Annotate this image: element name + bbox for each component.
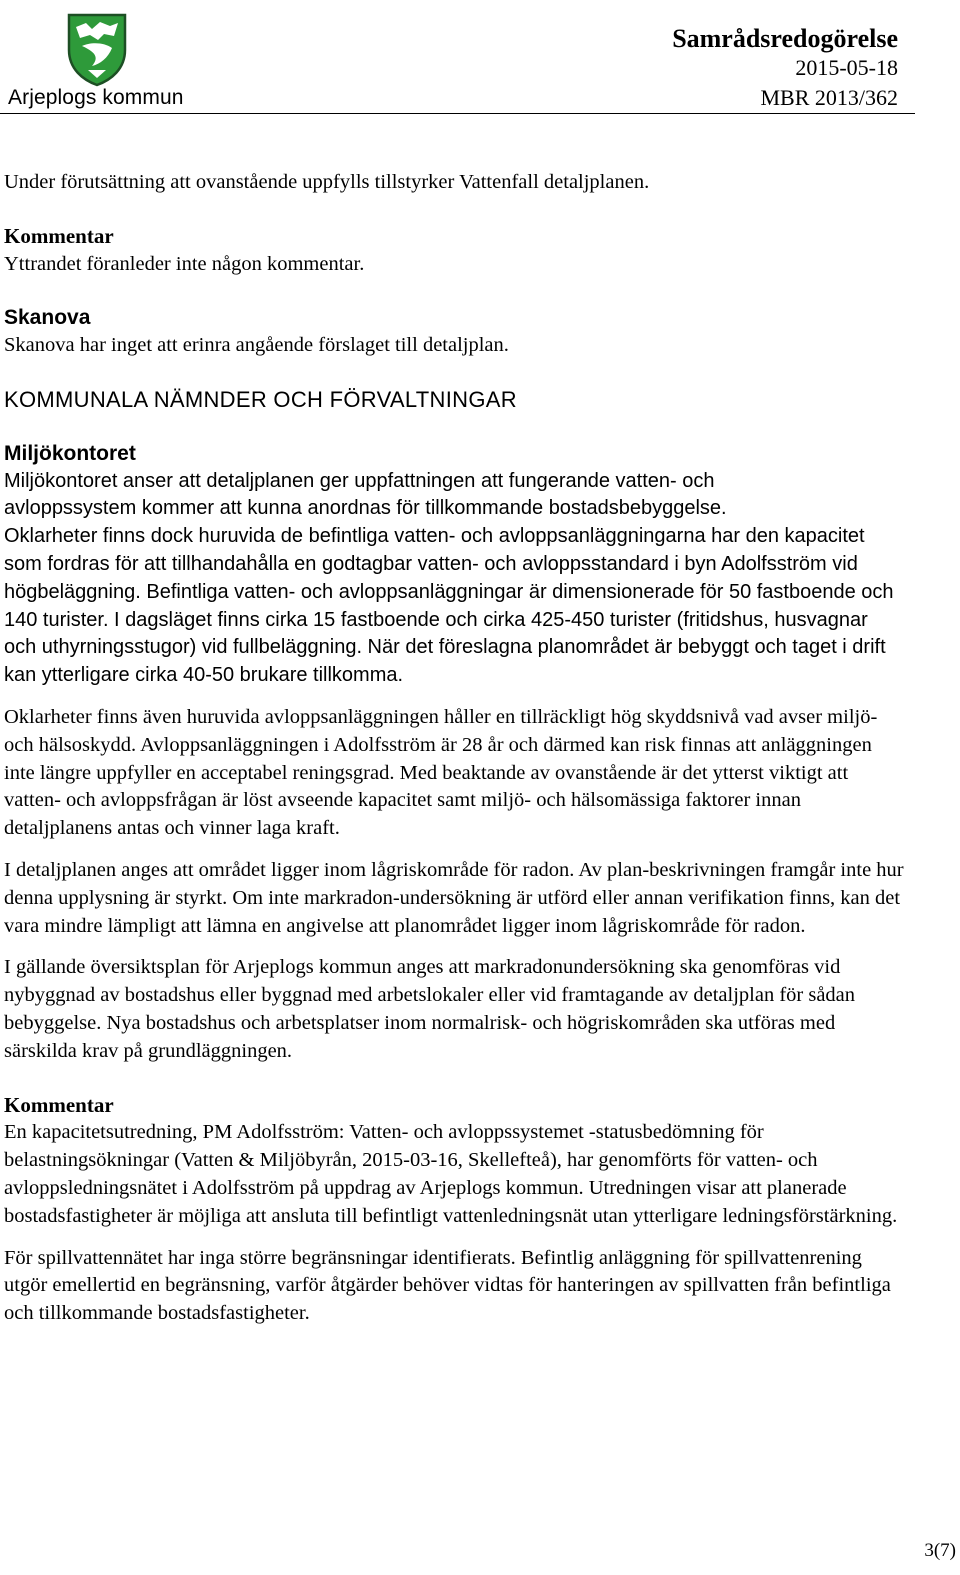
document-reference: MBR 2013/362 — [760, 85, 898, 110]
kommentar-heading: Kommentar — [4, 1092, 114, 1117]
kommentar-heading: Kommentar — [4, 223, 114, 248]
miljokontoret-paragraph: Oklarheter finns även huruvida avloppsanläggningen håller en tillräckligt hög skyddsnivå vad avser miljö- och hälsoskydd. Avloppsanläggningen i Adolfsström är 28 år och därmed kan risk finnas att anläggningen inte längre uppfyller en acceptabel reningsgrad. Med beaktande av ovanstående är det ytterst viktigt att vatten- och avloppsfrågan är löst avseende kapacitet samt miljö- och hälsomässiga faktorer innan detaljplanens antas och vinner laga kraft. — [4, 705, 878, 840]
kommentar-paragraph: En kapacitetsutredning, PM Adolfsström: Vatten- och avloppssystemet -statusbedömning för belastningsökningar (Vatten & Miljöbyrån, 2015-03-16, Skellefteå), har genomförts för vatten- och avloppsledningsnätet i Adolfsström på uppdrag av Arjeplogs kommun. Utredningen visar att planerade bostadsfastigheter är möjliga att ansluta till befintligt vattenledningsnät utan ytterligare ledningsförstärkning. — [4, 1121, 898, 1227]
document-date: 2015-05-18 — [795, 55, 898, 80]
document-body — [4, 169, 904, 1328]
kommentar-paragraph: För spillvattennätet har inga större begränsningar identifierats. Befintlig anläggning för spillvattenrening utgör emellertid en begränsning, varför åtgärder behöver vidtas för hanteringen av spillvatten från befintliga och tillkommande bostadsfastigheter. — [4, 1246, 891, 1325]
miljokontoret-paragraph: I detaljplanen anges att området ligger inom lågriskområde för radon. Av plan-beskrivningen framgår inte hur denna upplysning är styrkt. Om inte markradon-undersökning är utförd eller annan verifikation finns, kan det vara mindre lämpligt att lämna en angivelse att planområdet ligger inom lågriskområde för radon. — [4, 858, 904, 937]
paragraph-vattenfall: Under förutsättning att ovanstående uppfylls tillstyrker Vattenfall detaljplanen. — [4, 171, 650, 193]
miljokontoret-paragraph: Oklarheter finns dock huruvida de befintliga vatten- och avloppsanläggningarna har den kapacitet som fordras för att tillhandahålla en godtagbar vatten- och avloppsstandard i byn Adolfsström vid högbeläggning. Befintliga vatten- och avloppsanläggningar är dimensionerade för 50 fastboende och 140 turister. I dagsläget finns cirka 15 fastboende och cirka 425-450 turister (fritidshus, husvagnar och uthyrningsstugor) vid fullbeläggning. När det föreslagna planområdet är bebyggt och taget i drift kan ytterligare cirka 40-50 brukare tillkomma. — [4, 525, 894, 687]
skanova-heading: Skanova — [4, 306, 91, 330]
page-number: 3(7) — [924, 1540, 956, 1561]
kommentar-text: Yttrandet föranleder inte någon kommentar. — [4, 252, 365, 275]
municipal-coat-of-arms-icon — [66, 12, 128, 88]
skanova-text: Skanova har inget att erinra angående förslaget till detaljplan. — [4, 334, 509, 357]
miljokontoret-heading: Miljökontoret — [4, 441, 136, 465]
miljokontoret-paragraph-line2: avloppssystem kommer att kunna anordnas för tillkommande bostadsbebyggelse. — [4, 497, 727, 520]
section-heading: KOMMUNALA NÄMNDER OCH FÖRVALTNINGAR — [4, 386, 517, 412]
organization-name: Arjeplogs kommun — [8, 86, 184, 109]
miljokontoret-paragraph-line1: Miljökontoret anser att detaljplanen ger uppfattningen att fungerande vatten- och — [4, 469, 715, 492]
document-type: Samrådsredogörelse — [672, 24, 898, 53]
header-divider — [0, 113, 915, 114]
miljokontoret-paragraph: I gällande översiktsplan för Arjeplogs kommun anges att markradonundersökning ska genomföras vid nybyggnad av bostadshus eller byggnad med arbetslokaler eller vid framtagande av detaljplan för sådan bebyggelse. Nya bostadshus och arbetsplatser inom normalrisk- och högriskområden ska utföras med särskilda krav på grundläggningen. — [4, 956, 856, 1062]
page-header — [0, 0, 960, 116]
